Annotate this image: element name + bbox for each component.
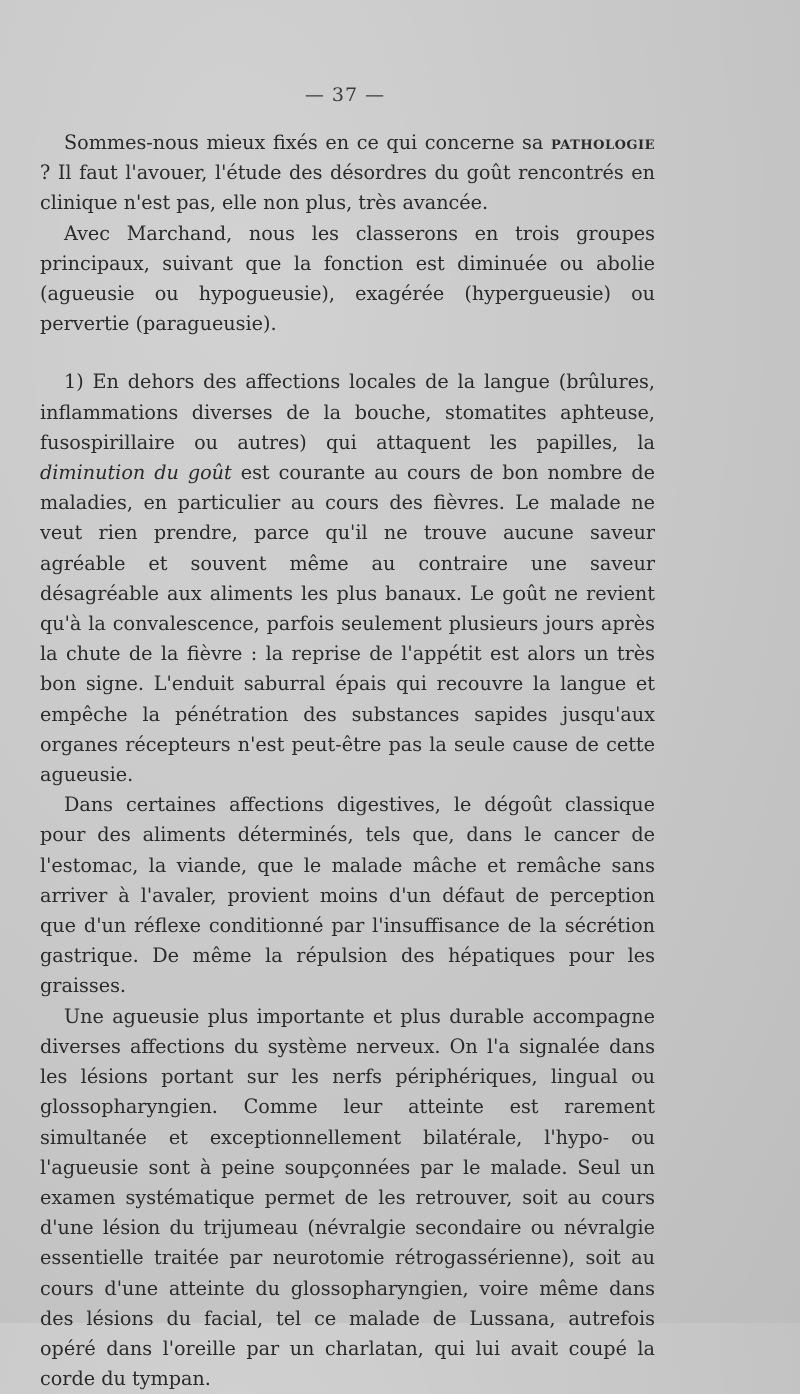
page-number: — 37 — (304, 84, 386, 106)
paragraph-digestive: Dans certaines affections digestives, le dégoût classique pour des aliments déterminés, tels que, dans le cancer de l'estomac, la viande, que le malade mâche et remâche sans arriver à l'avaler, provient moins d'un défaut de perception que d'un réflexe conditionné par l'insuffisance de la sécrétion gastrique. De même la répulsion des hépatiques pour les graisses. (40, 793, 655, 998)
paragraph-3-text-end: est courante au cours de bon nombre de maladies, en particulier au cours des fièvres. Le malade ne veut rien prendre, parce qu'il ne trouve aucune saveur agréable et souvent même au contraire une saveur désagréable aux aliments les plus banaux. Le goût ne revient qu'à la convalescence, parfois seulement plusieurs jours après la chute de la fièvre : la reprise de l'appétit est alors un très bon signe. L'enduit saburral épais qui recouvre la langue et empêche la pénétration des substances sapides jusqu'aux organes récepteurs n'est peut-être pas la seule cause de cette agueusie. (40, 461, 656, 787)
small-caps-term: pathologie (550, 131, 655, 154)
paragraph-nervous-system: Une agueusie plus importante et plus durable accompagne diverses affections du système nerveux. On l'a signalée dans les lésions portant sur les nerfs périphériques, lingual ou glossopharyngien. Comme leur atteinte est rarement simultanée et exceptionnellement bilatérale, l'hypo- ou l'agueusie sont à peine soupçonnées par le malade. Seul un examen systématique permet de les retrouver, soit au cours d'une lésion du trijumeau (névralgie secondaire ou névralgie essentielle traitée par neurotomie rétrogassérienne), soit au cours d'une atteinte du glossopharyngien, voire même dans des lésions du facial, tel ce malade de Lussana, autrefois opéré dans l'oreille par un charlatan, qui lui avait coupé la corde du tympan. (40, 1004, 655, 1391)
paragraph-diminution (40, 367, 655, 790)
text-column (40, 128, 655, 1394)
paragraph-pathologie (40, 128, 655, 219)
paragraph-1-text-end: ? Il faut l'avouer, l'étude des désordres du goût rencontrés en clinique n'est pas, elle non plus, très avancée. (40, 161, 655, 215)
paragraph-1-text-start: Sommes-nous mieux fixés en ce qui concerne sa (64, 131, 551, 154)
paragraph-3-text-start: 1) En dehors des affections locales de la langue (brûlures, inflammations diverses de la bouche, stomatites aphteuse, fusospirillaire ou autres) qui attaquent les papilles, la (40, 370, 655, 454)
paragraph-classification: Avec Marchand, nous les classerons en trois groupes principaux, suivant que la fonction est diminuée ou abolie (agueusie ou hypogueusie), exagérée (hypergueusie) ou pervertie (paragueusie). (40, 221, 655, 336)
italic-term: diminution du goût (40, 461, 232, 485)
